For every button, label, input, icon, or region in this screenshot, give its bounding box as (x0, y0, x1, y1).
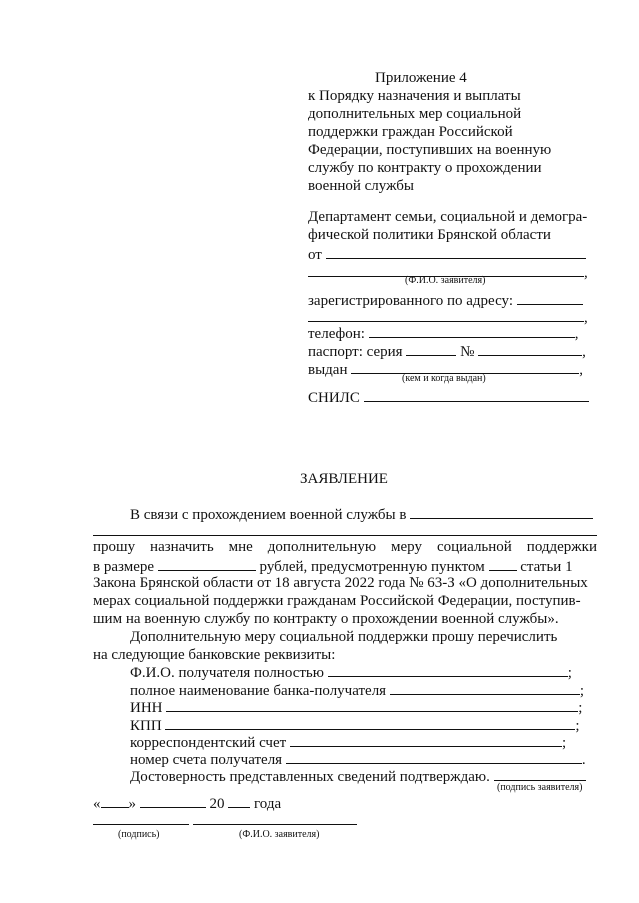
issued-label: выдан (308, 362, 348, 378)
issued-row: выдан , (308, 359, 583, 379)
snils-label: СНИЛС (308, 390, 360, 406)
corr-account-label: корреспондентский счет (130, 735, 287, 751)
sign-field[interactable] (93, 810, 189, 825)
registered-label: зарегистрированного по адресу: (308, 293, 513, 309)
kpp-label: КПП (130, 718, 162, 734)
inn-label: ИНН (130, 700, 163, 716)
fio-full-row: , (308, 262, 588, 282)
amount-field[interactable] (158, 556, 256, 571)
service-place-field-2[interactable] (93, 521, 597, 536)
service-place-field[interactable] (410, 504, 593, 519)
phone-label: телефон: (308, 326, 365, 342)
fio-caption: (Ф.И.О. заявителя) (405, 275, 486, 286)
statement-line-4b: рублей, предусмотренную пунктом (259, 559, 485, 575)
passport-label: паспорт: серия (308, 344, 403, 360)
clause-field[interactable] (489, 556, 517, 571)
appendix-line-5: службу по контракту о прохождении (308, 160, 542, 176)
bank-name-label: полное наименование банка-получателя (130, 683, 387, 699)
passport-number-field[interactable] (478, 341, 582, 356)
month-field[interactable] (140, 793, 206, 808)
semicolon: ; (567, 665, 572, 681)
appendix-line-2: дополнительных мер социальной (308, 106, 522, 122)
year-prefix: 20 (209, 796, 225, 812)
statement-line-5: Закона Брянской области от 18 августа 2022 года № 63-З «О дополнительных (93, 575, 588, 591)
appendix-line-3: поддержки граждан Российской (308, 124, 513, 140)
statement-line-4a: в размере (93, 559, 155, 575)
from-field[interactable] (326, 244, 586, 259)
quote-open: « (93, 796, 101, 812)
recipient-label: Ф.И.О. получателя полностью (130, 665, 324, 681)
statement-line-8: Дополнительную меру социальной поддержки прошу перечислить (130, 629, 558, 645)
semicolon: ; (578, 700, 583, 716)
from-row (308, 244, 586, 264)
address-field[interactable] (517, 290, 583, 305)
appendix-title: Приложение 4 (375, 70, 467, 86)
statement-line-7: шим на военную службу по контракту о прохождении военной службы». (93, 611, 559, 627)
period: . (581, 752, 586, 768)
semicolon: ; (561, 735, 567, 751)
snils-field[interactable] (364, 387, 589, 402)
inn-row (130, 697, 582, 717)
inn-field[interactable] (166, 697, 578, 712)
statement-line-4c: статьи 1 (520, 559, 573, 575)
sign-caption: (подпись) (118, 829, 160, 840)
statement-line-3: прошу назначить мне дополнительную меру социальной поддержки (93, 539, 597, 555)
phone-row: телефон: , (308, 323, 578, 343)
appendix-line-4: Федерации, поступивших на военную (308, 142, 552, 158)
amount-row (93, 556, 573, 576)
addressee-line-1: Департамент семьи, социальной и демогра- (308, 209, 588, 225)
recipient-row (130, 662, 572, 682)
fio-sign-field[interactable] (193, 810, 357, 825)
issued-caption: (кем и когда выдан) (402, 373, 486, 384)
number-sign: № (460, 344, 475, 360)
address-row-2: , (308, 307, 588, 327)
statement-line-1: В связи с прохождением военной службы в (130, 507, 407, 523)
corr-account-field[interactable] (290, 732, 562, 747)
year-suffix: года (254, 796, 282, 812)
appendix-line-6: военной службы (308, 178, 414, 194)
account-label: номер счета получателя (130, 752, 283, 768)
signature-caption: (подпись заявителя) (497, 782, 583, 793)
day-field[interactable] (101, 793, 129, 808)
appendix-line-1: к Порядку назначения и выплаты (308, 88, 521, 104)
confirm-text: Достоверность представленных сведений подтверждаю. (130, 769, 490, 785)
address-field-2[interactable] (308, 307, 584, 322)
semicolon: ; (575, 718, 580, 734)
from-label: от (308, 247, 322, 263)
fio-sign-caption: (Ф.И.О. заявителя) (239, 829, 320, 840)
quote-close: » (128, 796, 136, 812)
passport-row: паспорт: серия № , (308, 341, 586, 361)
addressee-line-2: фической политики Брянской области (308, 227, 551, 243)
snils-row (308, 387, 589, 407)
bank-name-field[interactable] (390, 680, 580, 695)
statement-line-6: мерах социальной поддержки гражданам Российской Федерации, поступив- (93, 593, 581, 609)
recipient-field[interactable] (328, 662, 568, 677)
kpp-field[interactable] (165, 715, 575, 730)
phone-field[interactable] (369, 323, 575, 338)
passport-series-field[interactable] (406, 341, 456, 356)
semicolon: ; (579, 683, 585, 699)
statement-line-9: на следующие банковские реквизиты: (93, 647, 336, 663)
account-field[interactable] (286, 749, 582, 764)
page-title: ЗАЯВЛЕНИЕ (300, 471, 388, 487)
year-field[interactable] (228, 793, 250, 808)
